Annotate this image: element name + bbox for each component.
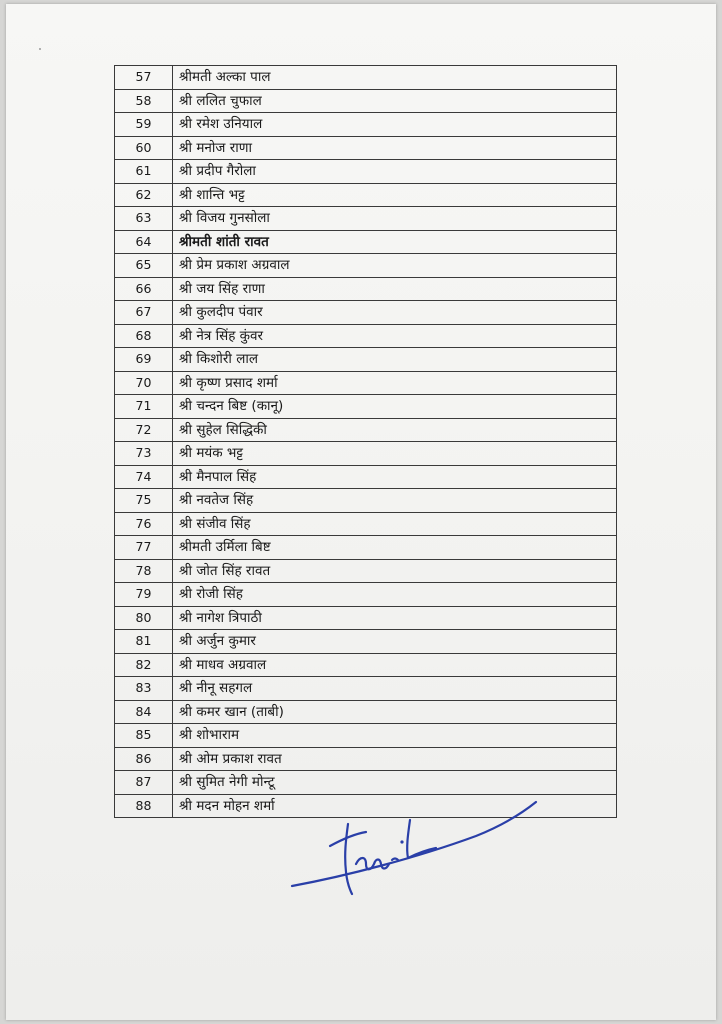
member-list-table: [114, 65, 617, 818]
table-row: [115, 559, 617, 583]
table-row: [115, 89, 617, 113]
table-row: [115, 536, 617, 560]
table-row: [115, 183, 617, 207]
table-row: [115, 301, 617, 325]
member-name: श्री किशोरी लाल: [173, 348, 617, 372]
serial-number: 73: [115, 442, 173, 466]
table-row: [115, 465, 617, 489]
serial-number: 80: [115, 606, 173, 630]
member-name: श्री जय सिंह राणा: [173, 277, 617, 301]
serial-number: 61: [115, 160, 173, 184]
member-name: श्रीमती शांती रावत: [173, 230, 617, 254]
serial-number: 74: [115, 465, 173, 489]
member-name: श्री विजय गुनसोला: [173, 207, 617, 231]
member-name: श्री नवतेज सिंह: [173, 489, 617, 513]
table-row: [115, 771, 617, 795]
serial-number: 76: [115, 512, 173, 536]
member-name: श्री प्रेम प्रकाश अग्रवाल: [173, 254, 617, 278]
member-name: श्री रोजी सिंह: [173, 583, 617, 607]
table-row: [115, 418, 617, 442]
serial-number: 86: [115, 747, 173, 771]
serial-number: 87: [115, 771, 173, 795]
serial-number: 82: [115, 653, 173, 677]
serial-number: 70: [115, 371, 173, 395]
member-name: श्री ओम प्रकाश रावत: [173, 747, 617, 771]
table-row: [115, 606, 617, 630]
table-row: [115, 207, 617, 231]
table-row: [115, 160, 617, 184]
signature-stroke: [392, 859, 398, 861]
table-row: [115, 348, 617, 372]
member-name: श्री कमर खान (ताबी): [173, 700, 617, 724]
member-name: श्रीमती अल्का पाल: [173, 66, 617, 90]
table-row: [115, 489, 617, 513]
member-name: श्री अर्जुन कुमार: [173, 630, 617, 654]
member-name: श्री चन्दन बिष्ट (कानू): [173, 395, 617, 419]
member-name: श्री जोत सिंह रावत: [173, 559, 617, 583]
signature-stroke: [292, 802, 536, 886]
serial-number: 77: [115, 536, 173, 560]
member-name: श्री रमेश उनियाल: [173, 113, 617, 137]
member-name: श्री प्रदीप गैरोला: [173, 160, 617, 184]
serial-number: 75: [115, 489, 173, 513]
serial-number: 64: [115, 230, 173, 254]
table-row: [115, 653, 617, 677]
member-name: श्री मयंक भट्ट: [173, 442, 617, 466]
table-row: [115, 630, 617, 654]
table-row: [115, 583, 617, 607]
member-name: श्री सुहेल सिद्धिकी: [173, 418, 617, 442]
serial-number: 58: [115, 89, 173, 113]
table-row: [115, 254, 617, 278]
serial-number: 84: [115, 700, 173, 724]
member-name: श्री माधव अग्रवाल: [173, 653, 617, 677]
serial-number: 57: [115, 66, 173, 90]
member-name: श्री नीनू सहगल: [173, 677, 617, 701]
table-row: [115, 442, 617, 466]
table-row: [115, 512, 617, 536]
member-name: श्री संजीव सिंह: [173, 512, 617, 536]
table-row: [115, 136, 617, 160]
serial-number: 88: [115, 794, 173, 818]
serial-number: 72: [115, 418, 173, 442]
member-name: श्री ललित चुफाल: [173, 89, 617, 113]
serial-number: 79: [115, 583, 173, 607]
table-row: [115, 66, 617, 90]
signature-stroke: [407, 820, 436, 858]
member-name: श्रीमती उर्मिला बिष्ट: [173, 536, 617, 560]
member-name: श्री नेत्र सिंह कुंवर: [173, 324, 617, 348]
member-name: श्री नागेश त्रिपाठी: [173, 606, 617, 630]
serial-number: 66: [115, 277, 173, 301]
member-name: श्री सुमित नेगी मोन्टू: [173, 771, 617, 795]
member-name: श्री मनोज राणा: [173, 136, 617, 160]
table-row: [115, 700, 617, 724]
member-name: श्री कृष्ण प्रसाद शर्मा: [173, 371, 617, 395]
serial-number: 81: [115, 630, 173, 654]
serial-number: 65: [115, 254, 173, 278]
serial-number: 83: [115, 677, 173, 701]
table-row: [115, 324, 617, 348]
serial-number: 71: [115, 395, 173, 419]
member-name: श्री मदन मोहन शर्मा: [173, 794, 617, 818]
serial-number: 59: [115, 113, 173, 137]
member-name: श्री शोभाराम: [173, 724, 617, 748]
serial-number: 78: [115, 559, 173, 583]
member-name: श्री शान्ति भट्ट: [173, 183, 617, 207]
table-row: [115, 747, 617, 771]
table-row: [115, 230, 617, 254]
serial-number: 85: [115, 724, 173, 748]
serial-number: 68: [115, 324, 173, 348]
member-list-body: [115, 66, 617, 818]
table-row: [115, 395, 617, 419]
table-row: [115, 371, 617, 395]
paper-speck: [39, 48, 41, 50]
serial-number: 67: [115, 301, 173, 325]
handwritten-signature-icon: [286, 794, 546, 924]
table-row: [115, 724, 617, 748]
serial-number: 60: [115, 136, 173, 160]
member-name: श्री मैनपाल सिंह: [173, 465, 617, 489]
signature-stroke: [345, 824, 352, 894]
signature-stroke: [330, 832, 366, 846]
serial-number: 62: [115, 183, 173, 207]
serial-number: 63: [115, 207, 173, 231]
table-row: [115, 277, 617, 301]
table-row: [115, 113, 617, 137]
signature-dot: [400, 840, 403, 843]
table-row: [115, 677, 617, 701]
document-page: [6, 4, 716, 1020]
member-name: श्री कुलदीप पंवार: [173, 301, 617, 325]
serial-number: 69: [115, 348, 173, 372]
